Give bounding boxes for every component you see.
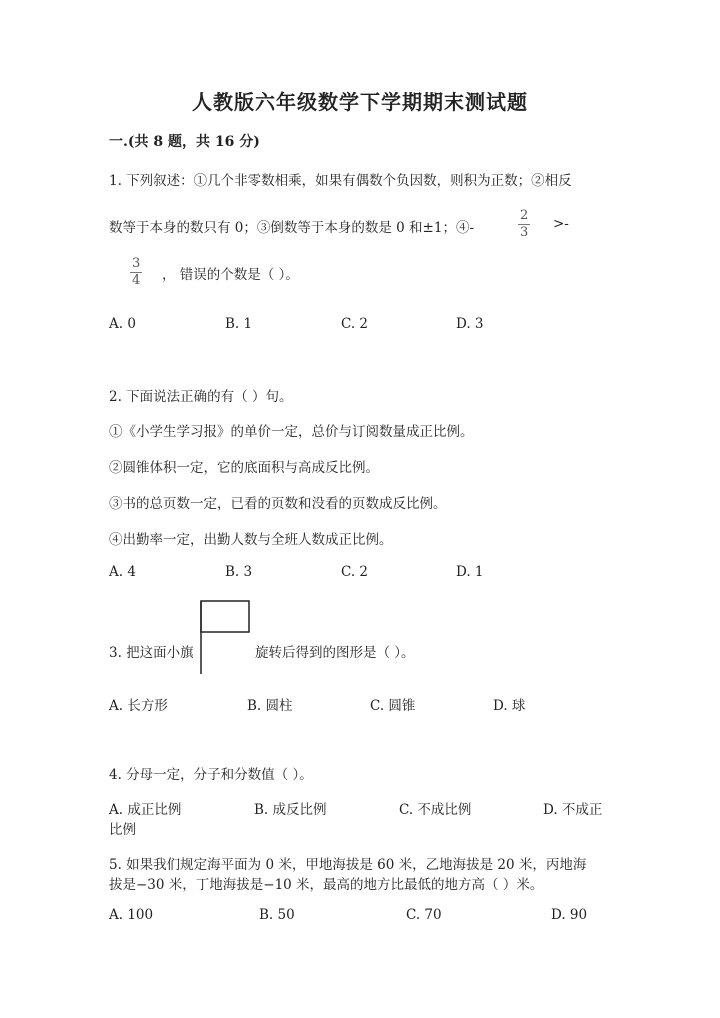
q1-option-d[interactable]: D. 3 <box>456 316 484 332</box>
fraction-denominator: 3 <box>520 225 529 240</box>
q3-option-d[interactable]: D. 球 <box>493 698 526 714</box>
q4-option-a[interactable]: A. 成正比例 <box>109 802 182 818</box>
q2-stem: 2. 下面说法正确的有（ ）句。 <box>109 389 293 405</box>
q5-line2: 拔是−30 米，丁地海拔是−10 米，最高的地方比最低的地方高（ ）米。 <box>109 877 544 893</box>
q4-option-b[interactable]: B. 成反比例 <box>254 802 327 818</box>
flag-banner <box>201 601 249 632</box>
q2-item-2: ②圆锥体积一定，它的底面积与高成反比例。 <box>109 460 379 476</box>
q4-option-d[interactable]: D. 不成正 <box>543 802 603 818</box>
q5-line1: 5. 如果我们规定海平面为 0 米，甲地海拔是 60 米，乙地海拔是 20 米，丙地海 <box>109 857 587 873</box>
q2-option-d[interactable]: D. 1 <box>456 564 484 580</box>
q1-greater-than: >- <box>553 216 569 232</box>
q1-option-c[interactable]: C. 2 <box>341 316 369 332</box>
q4-stem: 4. 分母一定，分子和分数值（ ）。 <box>109 767 313 783</box>
q2-item-4: ④出勤率一定，出勤人数与全班人数成正比例。 <box>109 532 393 548</box>
q2-option-c[interactable]: C. 2 <box>341 564 369 580</box>
q5-option-d[interactable]: D. 90 <box>551 907 588 923</box>
q1-line1: 1. 下列叙述：①几个非零数相乘，如果有偶数个负因数，则积为正数；②相反 <box>109 173 572 189</box>
q3-stem-a: 3. 把这面小旗 <box>109 645 194 661</box>
q1-line2: 数等于本身的数只有 0；③倒数等于本身的数是 0 和±1；④- <box>109 220 475 236</box>
q4-option-d-wrap: 比例 <box>109 822 136 838</box>
q2-item-3: ③书的总页数一定，已看的页数和没看的页数成反比例。 <box>109 496 447 512</box>
q1-fraction-two-thirds <box>518 208 530 241</box>
q5-option-a[interactable]: A. 100 <box>109 907 154 923</box>
q5-option-c[interactable]: C. 70 <box>406 907 442 923</box>
flag-figure-icon <box>196 600 254 676</box>
section-heading: 一.(共 8 题，共 16 分) <box>109 134 260 150</box>
q1-fraction-three-quarters <box>130 256 142 289</box>
page-title: 人教版六年级数学下学期期末测试题 <box>192 90 528 114</box>
fraction-numerator: 3 <box>132 256 141 271</box>
q3-option-a[interactable]: A. 长方形 <box>109 698 168 714</box>
q3-option-b[interactable]: B. 圆柱 <box>247 698 293 714</box>
q2-option-b[interactable]: B. 3 <box>225 564 253 580</box>
fraction-denominator: 4 <box>132 273 141 288</box>
q1-option-b[interactable]: B. 1 <box>225 316 253 332</box>
q5-option-b[interactable]: B. 50 <box>259 907 295 923</box>
q4-option-c[interactable]: C. 不成比例 <box>399 802 472 818</box>
fraction-numerator: 2 <box>520 208 529 223</box>
q3-stem-b: 旋转后得到的图形是（ ）。 <box>255 645 415 661</box>
q3-option-c[interactable]: C. 圆锥 <box>370 698 416 714</box>
q1-option-a[interactable]: A. 0 <box>109 316 136 332</box>
q2-item-1: ①《小学生学习报》的单价一定，总价与订阅数量成正比例。 <box>109 424 474 440</box>
q2-option-a[interactable]: A. 4 <box>109 564 136 580</box>
q1-line3: ， 错误的个数是（ ）。 <box>162 267 299 283</box>
